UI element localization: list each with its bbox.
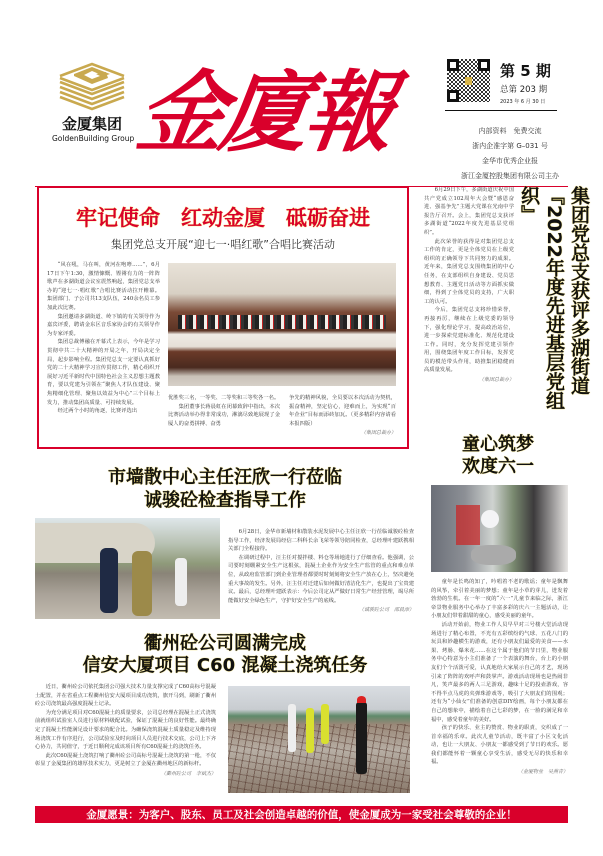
- info-line: 内部资料 免费交流: [478, 127, 542, 135]
- inspection-photo: [35, 518, 220, 619]
- paragraph: 在调研过程中，汪主任对搅拌楼、料仓等场地进行了仔细查看。他强调，公司要时刻绷紧安全生产这根弦，混凝土企业作为安全生产监管的重点和难点单位，从政府监管部门到企业管理者都要时时刻刻将安全生产放在心上，坚决避免重大事故的发生。另外，汪主任对迁建后如何做好清洁化生产，也提出了宝贵建议。最后，总经理叶建跃表示：今后公司定从严做好日常生产经营管理，竭尽所能做好安全绿色生产，守护好安全生产的底线。: [228, 554, 414, 604]
- paragraph: 此次C60混凝土浇筑打响了衢州砼公司高标号混凝土浇筑的第一枪，不仅彰显了金厦集团的雄厚技术实力，更是树立了金厦在衢州地区的新标杆。: [35, 752, 216, 768]
- qr-code[interactable]: [447, 59, 490, 102]
- side-story-headline: [516, 186, 591, 421]
- masthead-info: [440, 124, 580, 184]
- headline-line: 欢度六一: [462, 456, 534, 477]
- headline-line: 『2022年度先进基层党组织』: [518, 186, 565, 410]
- issue-number: 第 5 期: [500, 62, 551, 80]
- newspaper-title: 金廈報: [130, 60, 398, 164]
- story3-text: [35, 683, 216, 778]
- paragraph: 6月29日下午，多湖街道庆祝中国共产党成立102周年大会暨“感恩奋进、强基争先”主题大党课在光南中学报告厅召开。会上，集团党总支获评多湖街道“2022年度先进基层党组织”。: [424, 187, 514, 236]
- paragraph: 经过两个小时的角逐，比赛评选出: [57, 408, 138, 415]
- vision-banner: [35, 806, 568, 823]
- byline: （集团总裁办）: [478, 377, 514, 384]
- paragraph: 此次荣誉的获得是对集团党总支工作的肯定，更是全体党员在上级党组织的正确领导下共同努力的成果。近年来，集团党总支围绕集团的中心任务，在支部组织自身建设、党员思想教育、主题党日活动等方面抓实做细，得到了全体党员的支持，广大职工的认可。: [424, 238, 514, 305]
- logo-cn-name: 金厦集团: [61, 115, 122, 133]
- paragraph: 活动开始前，物业工作人员早早对三号楼大堂活动现场进行了精心布置，不光有五彩缤纷的气球、五花八门的玩具和妙趣横生的游戏，还有小朋友们最爱的美食——水果、烤肠、爆米花……在这个属于他们的节日里，物业服务中心特意为小主们准备了一个表演的舞台，台上的小朋友们个个活泼可爱，认真地给大家展示自己的才艺，现场引来了阵阵的欢呼声和鼓掌声。游戏活动现场也是热闹非凡，笑声最多的两人三足游戏，趣味十足的投壶游戏，容不得半点马虎的夹弹珠游戏等，吸引了大朋友们的围观；还有为“小仙女”们准备的创意DIY绘画，每个小朋友都在自己的想象中，描绘着自己七彩的梦，在一脸的满足和幸福中，感受着童年的美好。: [431, 621, 568, 723]
- paragraph: 集团董事长蒋晨虹在闭幕致辞中指出，本次比赛活动举办得非常成功，淋漓尽致地展现了金厦人的奋勇拼搏、奋勇: [168, 403, 280, 427]
- byline: （集团总裁办）: [360, 430, 396, 437]
- side-story-text: [424, 186, 514, 384]
- vision-slogan: 金厦愿景：为客户、股东、员工及社会创造卓越的价值，使金厦成为一家受社会尊敬的企业！: [86, 809, 517, 821]
- company-logo: [52, 56, 135, 143]
- paragraph: 集团总裁傅融在开幕式上表示，今年是学习贯彻中共二十大精神的开局之年，开局决定全局，起步影响全程。集团党总支一定要认真抓好党的二十大精神学习宣传贯彻工作，精心组织开展好习近平新时代中国特色社会主义思想主题教育，要以党建为引领在“聚焦人才队伍建设、聚焦精细化管理、聚焦以效益为中心”三个目标上发力，推动集团高质量、可持续发展。: [47, 339, 160, 406]
- headline-line: 童心筑梦: [462, 434, 534, 455]
- story3-headline: [35, 633, 415, 677]
- lead-subhead: 集团党总支开展“迎七一·唱红歌”合唱比赛活动: [111, 238, 335, 251]
- choir-competition-photo: [168, 263, 396, 386]
- issue-divider: [445, 110, 557, 111]
- paragraph: 争先的精神风貌，全员要以本次活动为契机，振奋精神，坚定信心，迎难而上，为实现“百年企业”目标而添砖加瓦。（更多精彩内容请看本报四版）: [289, 395, 396, 427]
- info-line: 浙江金厦控股集团有限公司主办: [461, 172, 559, 180]
- headline-line: 诚骏砼检查指导工作: [144, 490, 306, 511]
- story4-headline: [462, 434, 534, 478]
- info-line: 浙内企准字第 G–031 号: [472, 142, 548, 150]
- lead-column-3: [289, 394, 396, 437]
- headline-line: 信安大厦项目 C60 混凝土浇筑任务: [82, 655, 368, 676]
- lead-headline: 牢记使命 红动金厦 砥砺奋进: [76, 206, 370, 230]
- logo-mark-icon: [52, 56, 132, 111]
- headline-line: 集团党总支获评多湖街道: [568, 186, 590, 395]
- paragraph: 优胜奖三名，一等奖、二等奖和三等奖各一名。: [168, 395, 280, 401]
- logo-en-name: GoldenBuilding Group: [52, 134, 135, 143]
- byline: （衢州砼公司 李斌杰）: [160, 770, 216, 777]
- lead-column-1: [47, 261, 160, 416]
- paragraph: 童年是长鸣的知了，吟唱着不老的歌谣；童年是飘舞的风筝，牵引着美丽的梦想；童年是小草的芽儿，迸发着勃勃的生机。在一年一度的“六一”儿童节来临之际，浙江帝景物业服务中心举办了丰富多彩的庆六一主题活动，让小朋友们带着甜甜的童心，感受美丽的童年。: [431, 579, 568, 620]
- paragraph: 集团邀请多湖街道、岭下镇的有关领导作为嘉宾评委，聘请金东区音乐家协会的有关领导作为专家评委。: [47, 313, 160, 337]
- headline-line: 市墙散中心主任汪欣一行莅临: [108, 467, 342, 488]
- headline-line: 衢州砼公司圆满完成: [144, 633, 306, 654]
- story2-headline: [40, 466, 410, 512]
- paragraph: “风在吼，马在叫，黄河在咆哮……”，6月17日下午1:30，激情慷慨、铿锵有力的一阵阵歌声在多湖街道会议室震然响起，集团党总支举办的“迎七一·唱红歌”合唱比赛活动拉开帷幕。集团部门、子公司共13支队伍，240余名员工参加此次比赛。: [47, 262, 160, 311]
- paragraph: 为充分满足项目对C60混凝土的质量要求，公司总经理在混凝土正式浇筑前就组织试验室人员进行原材料级配试验，保证了混凝土的良好性能。最终确定了混凝土性能满足设计要求的配合比。为确保浇筑混凝土质量稳定及维持现场浇筑工作有序进行，公司试验室及时向项目人员进行技术交底，公司上下齐心协力，共同值守，于近日顺利完成该项目所有C60混凝土的浇筑任务。: [35, 709, 216, 751]
- byline: （金厦物业 吴燕青）: [517, 769, 568, 776]
- childrens-day-photo: [431, 485, 568, 572]
- paragraph: 6月28日，金华市新墙材和散装水泥发展中心主任汪欣一行莅临诚骏砼检查指导工作，经济发展局经信二科科长余飞荣等领导陪同检查，总经理叶建跃携相关部门全程接待。: [228, 529, 414, 553]
- lead-column-2: [168, 394, 280, 428]
- paragraph: 今后，集团党总支将珍惜荣誉，再接再厉，继续在上级党委的领导下，强化理论学习，提高政治站位，进一步探索党建标准化、规范化建设工作。同时，充分发挥党建引领作用，围绕集团年度工作目标，发挥党员的模范带头作用，助推集团稳健而高质量发展。: [424, 307, 514, 374]
- byline: （诚骏砼公司 邵晨添）: [358, 607, 414, 614]
- issue-date: 2023 年 6 月 30 日: [500, 99, 546, 105]
- paragraph: 近日，衢州砼公司依托集团公司强大技术力量支撑完成了C60高标号混凝土配置，并在省重点工程衢州信安大厦项目成功浇筑，旗开马到，刷新了衢州砼公司浇筑最高强度混凝土记录。: [35, 684, 216, 708]
- paragraph: 孩子的快乐、业主的赞赏、物业的职責，交织成了一首幸福的乐章。此次儿童节活动，既丰富了小区文化活动，也让一大朋友、小朋友一都感受到了节日的欢乐。愿我们都能怀着一颗童心享受生活，感受无尽的快乐和幸福。: [431, 725, 568, 766]
- info-line: 金华市优秀企业报: [482, 157, 538, 165]
- story2-text: [228, 528, 414, 614]
- story4-text: [431, 578, 568, 776]
- total-issue: 总第 203 期: [500, 85, 548, 95]
- concrete-pouring-photo: [228, 686, 410, 793]
